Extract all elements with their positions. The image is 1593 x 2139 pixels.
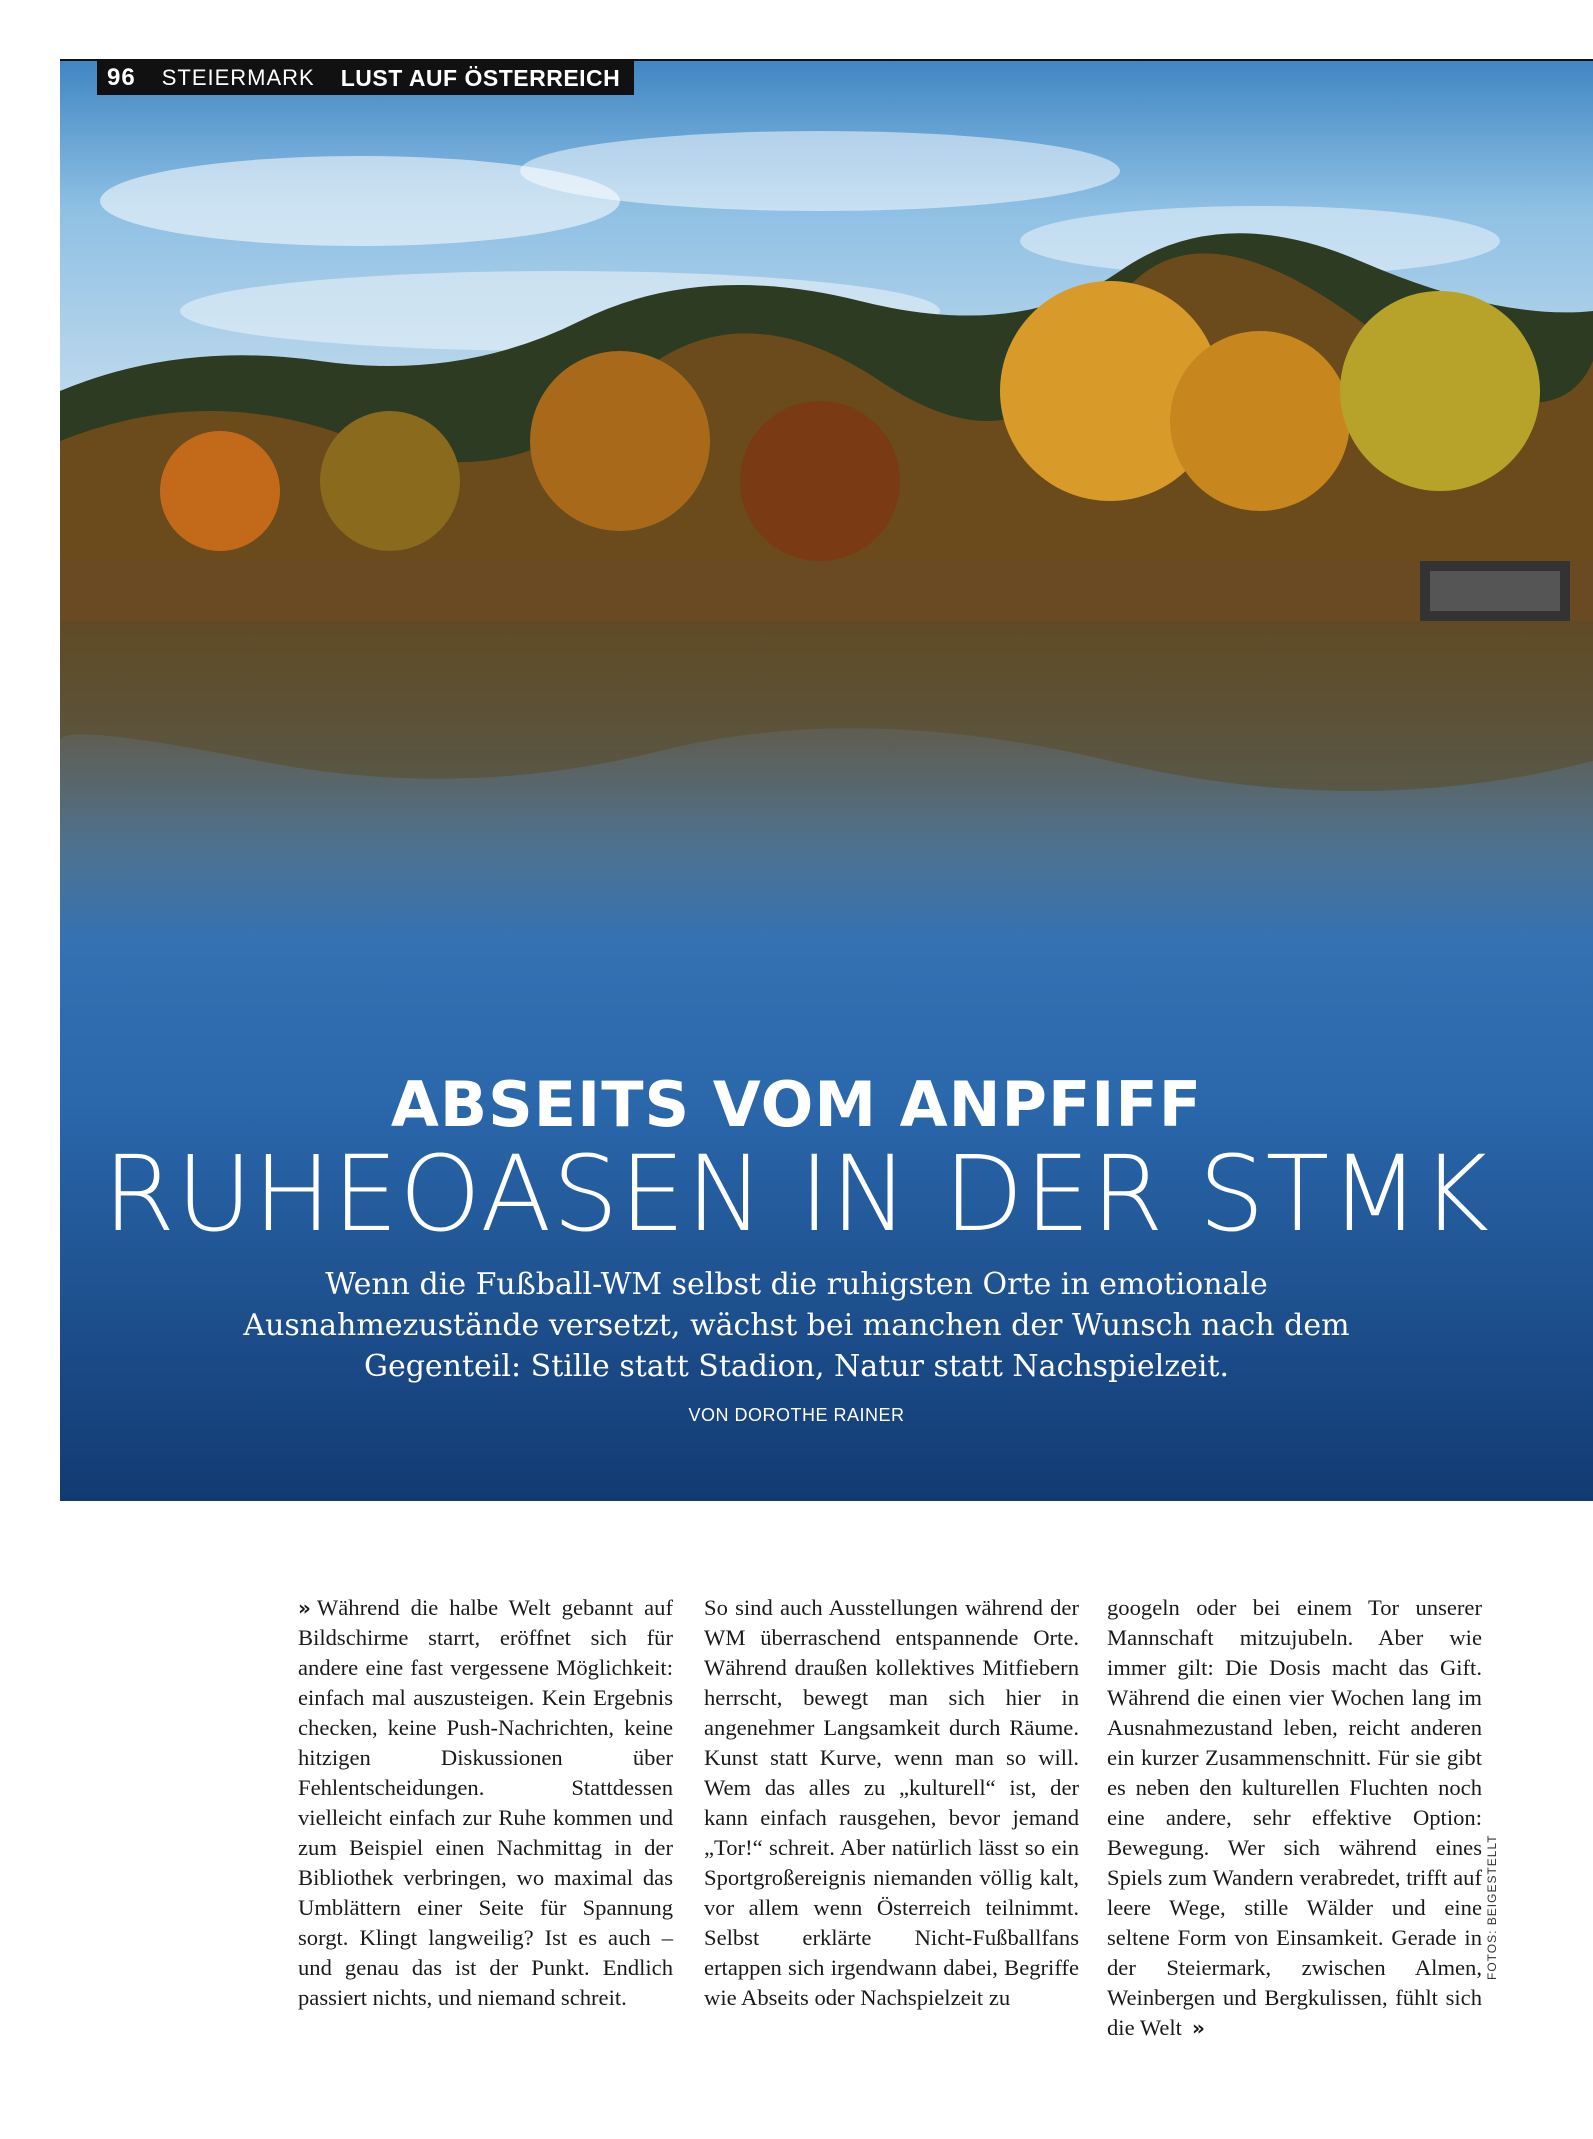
section-label: STEIERMARK [161, 65, 315, 90]
article-byline: VON DOROTHE RAINER [688, 1405, 905, 1425]
article-column-3 [1107, 1593, 1482, 2043]
photo-credit: FOTOS: BEIGESTELLT [1485, 1834, 1499, 1980]
article-column-2 [704, 1593, 1079, 2013]
magazine-section-label: LUST AUF ÖSTERREICH [340, 64, 621, 91]
column-1-text: Während die halbe Welt gebannt auf Bildschirme starrt, eröffnet sich für andere eine fast vergessene Möglichkeit: einfach mal auszusteigen. Kein Ergebnis checken, keine Push-Nachrichten, keine hitzigen Diskussionen über Fehlentscheidungen. Stattdessen vielleicht einfach zur Ruhe kommen und zum Beispiel einen Nachmittag in der Bibliothek verbringen, wo maximal das Umblättern einer Seite für Spannung sorgt. Klingt langweilig? Ist es auch – und genau das ist der Punkt. Endlich passiert nichts, und niemand schreit. [298, 1595, 673, 2010]
article-lede: Wenn die Fußball-WM selbst die ruhigsten Orte in emotionale Ausnahmezustände versetzt, wächst bei manchen der Wunsch nach dem Gegenteil: Stille statt Stadion, Natur statt Nachspielzeit. [243, 1267, 1350, 1384]
article-column-1 [298, 1593, 673, 2013]
column-2-text: So sind auch Ausstellungen während der WM überraschend entspannende Orte. Während draußen kollektives Mitfiebern herrscht, bewegt man sich hier in angenehmer Langsamkeit durch Räume. Kunst statt Kurve, wenn man so will. Wem das alles zu „kulturell“ ist, der kann einfach rausgehen, bevor jemand „Tor!“ schreit. Aber natürlich lässt so ein Sportgroßereignis niemanden völlig kalt, vor allem wenn Österreich teilnimmt. Selbst erklärte Nicht-Fußballfans ertappen sich irgendwann dabei, Begriffe wie Abseits oder Nachspielzeit zu [704, 1595, 1079, 2010]
start-mark-icon: » [298, 1596, 311, 1620]
page-header [97, 61, 634, 95]
article-body [0, 1593, 1593, 2043]
continue-mark-icon: » [1191, 2016, 1205, 2040]
page-number: 96 [107, 64, 136, 91]
article-headline: RUHEOASEN IN DER STMK [102, 1133, 1491, 1255]
column-3-text: googeln oder bei einem Tor unserer Mannschaft mitzujubeln. Aber wie immer gilt: Die Dosis macht das Gift. Während die einen vier Wochen lang im Ausnahmezustand leben, reicht anderen ein kurzer Zusammenschnitt. Für sie gibt es neben den kulturellen Fluchten noch eine andere, sehr effektive Option: Bewegung. Wer sich während eines Spiels zum Wandern verabredet, trifft auf leere Wege, stille Wälder und eine seltene Form von Einsamkeit. Gerade in der Steiermark, zwischen Almen, Weinbergen und Bergkulissen, fühlt sich die Welt [1107, 1595, 1482, 2040]
article-kicker: ABSEITS VOM ANPFIFF [390, 1068, 1203, 1141]
